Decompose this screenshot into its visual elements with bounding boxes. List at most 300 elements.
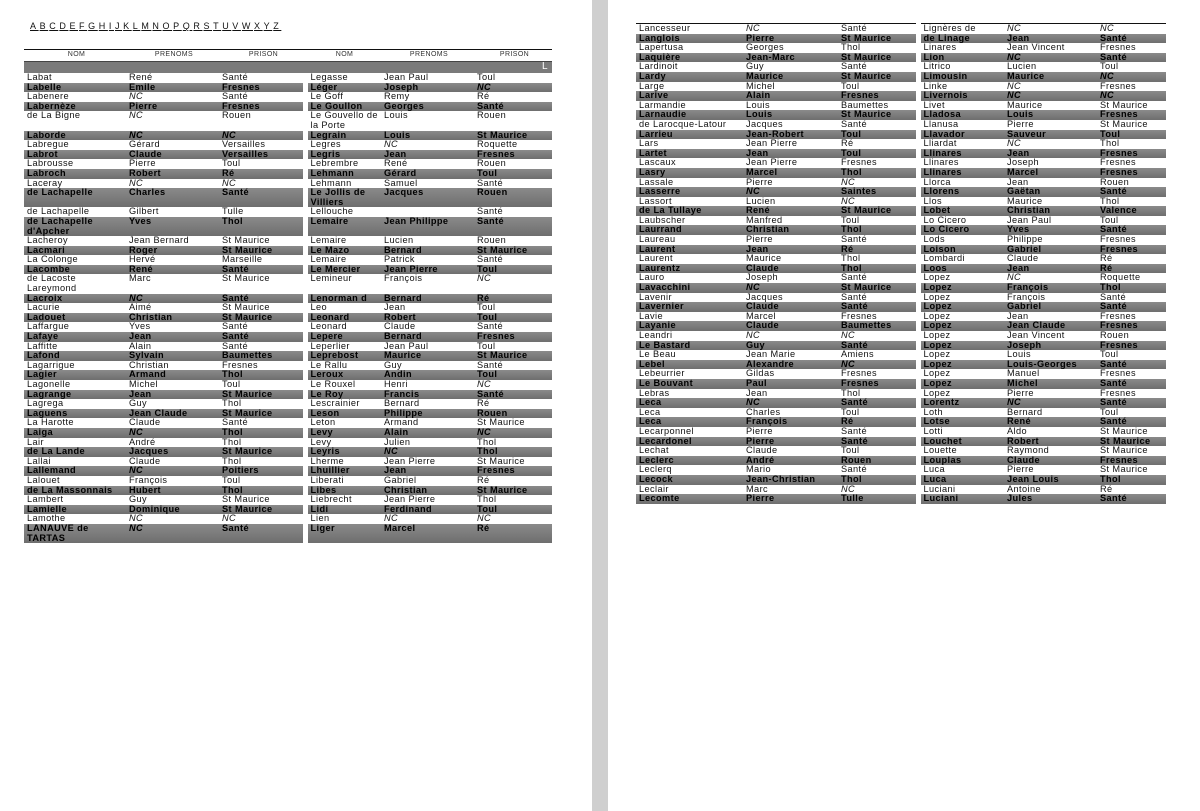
cell-prison: Fresnes	[219, 102, 305, 112]
cell-prenoms: François	[129, 475, 168, 485]
cell-prison-2: Thol	[474, 447, 552, 457]
cell-nom-2: Leonard	[305, 313, 381, 323]
cell-nom-2: Lopez	[918, 389, 1004, 399]
cell-nom-2: Livernois	[918, 91, 1004, 101]
cell-prenoms-2: NC	[384, 140, 399, 150]
cell-prison-2: Thol	[1097, 283, 1166, 293]
cell-prison: NC	[222, 178, 237, 188]
cell-prenoms: NC	[126, 131, 219, 141]
cell-prenoms-2: Lucien	[384, 236, 414, 246]
cell-nom-2: Le Roy	[305, 390, 381, 400]
column-header: NOM	[305, 50, 381, 62]
alphabet-link-e[interactable]: E	[69, 21, 79, 31]
cell-prenoms: Charles	[746, 407, 781, 417]
cell-prenoms: NC	[126, 428, 219, 438]
cell-nom-2: Le Goullon	[305, 102, 381, 112]
cell-prenoms: Jean Marie	[746, 350, 796, 360]
cell-prison: Santé	[841, 465, 868, 475]
cell-nom-2: Lladosa	[918, 110, 1004, 120]
cell-nom-2: Lopez	[918, 312, 1004, 322]
cell-nom: La Colonge	[27, 255, 78, 265]
table-row	[636, 130, 1166, 140]
cell-prison: Thol	[222, 399, 242, 409]
table-row	[636, 408, 1166, 418]
cell-nom: Lallai	[27, 456, 51, 466]
cell-prenoms-2: Jean Pierre	[381, 265, 474, 275]
table-row	[24, 409, 552, 419]
cell-nom: Lagarrigue	[27, 360, 75, 370]
cell-prison: NC	[838, 360, 918, 370]
cell-nom-2: Llinares	[918, 149, 1004, 159]
cell-nom: Lambert	[27, 495, 64, 505]
table-row	[636, 379, 1166, 389]
cell-prenoms-2: Claude	[1007, 254, 1039, 264]
cell-nom: de Lacoste Lareymond	[27, 274, 77, 294]
cell-nom-2: Le Mazo	[305, 246, 381, 256]
cell-prison: Santé	[841, 119, 868, 129]
cell-prison-2: Santé	[477, 178, 504, 188]
alphabet-link-k[interactable]: K	[123, 21, 132, 31]
cell-prenoms-2: Jean Philippe	[381, 217, 474, 236]
cell-nom: Lauro	[639, 273, 665, 283]
alphabet-link-g[interactable]: G	[88, 21, 98, 31]
cell-prison-2: St Maurice	[474, 131, 552, 141]
cell-prenoms-2: NC	[1007, 81, 1022, 91]
cell-nom-2: Livet	[918, 101, 1004, 111]
table-row	[24, 380, 552, 390]
table-row	[636, 24, 1166, 34]
cell-prison-2: St Maurice	[1097, 437, 1166, 447]
cell-nom-2: Lopez	[918, 273, 1004, 283]
cell-prison: Toul	[838, 149, 918, 159]
cell-prison: Fresnes	[841, 311, 877, 321]
cell-prenoms: Pierre	[743, 494, 838, 504]
cell-nom-2: Luca	[918, 465, 1004, 475]
cell-prison-2: St Maurice	[474, 351, 552, 361]
table-row	[636, 427, 1166, 437]
cell-prison-2: Thol	[477, 437, 497, 447]
alphabet-link-w[interactable]: W	[241, 21, 254, 31]
cell-nom-2: Leyris	[305, 447, 381, 457]
cell-prenoms: Jean-Christian	[743, 475, 838, 485]
cell-nom-2: Lignères de	[918, 24, 1004, 34]
cell-prenoms-2: NC	[1007, 273, 1022, 283]
cell-prenoms-2: Gabriel	[1004, 245, 1097, 255]
cell-prison: Fresnes	[841, 369, 877, 379]
alphabet-link-v[interactable]: V	[232, 21, 241, 31]
cell-prenoms: Charles	[126, 188, 219, 207]
cell-nom: de Larocque-Latour	[639, 119, 727, 129]
table-row	[636, 82, 1166, 92]
cell-prenoms: Alain	[129, 341, 152, 351]
cell-prenoms: Gildas	[746, 369, 775, 379]
cell-prenoms: Yves	[129, 322, 151, 332]
cell-prenoms-2: Armand	[384, 418, 419, 428]
cell-prenoms-2: NC	[381, 447, 474, 457]
table-row	[636, 321, 1166, 331]
cell-prenoms: Jean	[743, 245, 838, 255]
table-row	[24, 332, 552, 342]
cell-prenoms: Jacques	[746, 119, 784, 129]
cell-prenoms-2: Yves	[1004, 225, 1097, 235]
cell-prison-2: Santé	[1097, 53, 1166, 63]
cell-prenoms: NC	[129, 92, 144, 102]
cell-prison: Thol	[219, 486, 305, 496]
cell-prenoms: Jean Claude	[126, 409, 219, 419]
cell-nom: Laiga	[24, 428, 126, 438]
cell-nom: Lafond	[24, 351, 126, 361]
column-header: PRISON	[219, 50, 305, 62]
cell-prison-2: Fresnes	[1097, 456, 1166, 466]
cell-nom-2: Lopez	[918, 360, 1004, 370]
cell-nom-2: Lombardi	[918, 254, 1004, 264]
section-letter: L	[24, 62, 552, 74]
cell-prenoms: Claude	[126, 150, 219, 160]
table-row	[24, 102, 552, 112]
cell-prenoms-2: Bernard	[381, 332, 474, 342]
alphabet-link-u[interactable]: U	[222, 21, 232, 31]
cell-prenoms-2: Pierre	[1007, 465, 1034, 475]
cell-prison: Santé	[841, 292, 868, 302]
cell-nom: Laffargue	[27, 322, 70, 332]
cell-nom-2: Lemaire	[305, 217, 381, 236]
cell-prenoms: Emile	[126, 83, 219, 93]
alphabet-link-z[interactable]: Z	[273, 21, 282, 31]
cell-prenoms-2: René	[1004, 417, 1097, 427]
right-page	[608, 0, 1200, 811]
alphabet-link-m[interactable]: M	[141, 21, 152, 31]
cell-nom: Laquière	[636, 53, 743, 63]
cell-prenoms-2: Christian	[1004, 206, 1097, 216]
cell-nom: de La Lande	[24, 447, 126, 457]
cell-nom: Lamielle	[24, 505, 126, 515]
cell-prenoms: François	[743, 417, 838, 427]
cell-nom: Layanie	[636, 321, 743, 331]
cell-prenoms: Christian	[129, 360, 169, 370]
cell-prison-2: NC	[1097, 72, 1166, 82]
table-row	[636, 312, 1166, 322]
cell-prison-2: Valence	[1097, 206, 1166, 216]
cell-prison-2: Ré	[1097, 264, 1166, 274]
cell-nom: Larive	[636, 91, 743, 101]
cell-prison-2: Santé	[477, 360, 504, 370]
cell-prenoms-2: Bernard	[384, 399, 420, 409]
alphabet-link-p[interactable]: P	[173, 21, 182, 31]
cell-prison: Baumettes	[838, 321, 918, 331]
cell-prison: Santé	[219, 265, 305, 275]
table-row	[636, 245, 1166, 255]
cell-nom: de La Massonnais	[24, 486, 126, 496]
table-row	[636, 91, 1166, 101]
cell-nom-2: Legres	[305, 140, 381, 150]
cell-nom-2: Lemaire	[305, 236, 381, 246]
table-row	[636, 34, 1166, 44]
alphabet-link-o[interactable]: O	[162, 21, 173, 31]
cell-prison-2: Fresnes	[1097, 321, 1166, 331]
alphabet-link-a[interactable]: A	[30, 21, 39, 31]
cell-prenoms: Jean	[743, 149, 838, 159]
cell-prenoms: Joseph	[746, 273, 779, 283]
table-row	[636, 360, 1166, 370]
alphabet-link-r[interactable]: R	[193, 21, 203, 31]
cell-prison-2: Toul	[477, 303, 496, 313]
cell-prison: Fresnes	[838, 379, 918, 389]
cell-prenoms-2: Andin	[381, 370, 474, 380]
cell-nom-2: Léger	[305, 83, 381, 93]
cell-prison-2: St Maurice	[1100, 465, 1148, 475]
cell-prison-2: NC	[1097, 91, 1166, 101]
cell-prison: Toul	[841, 446, 860, 456]
cell-nom: Leca	[639, 407, 661, 417]
cell-prison: St Maurice	[222, 236, 270, 246]
cell-prison: Thol	[841, 254, 861, 264]
table-row	[24, 438, 552, 448]
table-row	[24, 207, 552, 217]
cell-prenoms: Manfred	[746, 215, 783, 225]
cell-prenoms-2: Robert	[1004, 437, 1097, 447]
table-row	[24, 140, 552, 150]
cell-prison: St Maurice	[838, 72, 918, 82]
cell-prenoms-2: Remy	[384, 92, 410, 102]
cell-prison-2: Toul	[1100, 215, 1119, 225]
cell-prison: St Maurice	[219, 409, 305, 419]
table-row	[636, 389, 1166, 399]
cell-prison: NC	[222, 514, 237, 524]
cell-prison: Santé	[219, 524, 305, 543]
cell-prison-2: Santé	[1097, 379, 1166, 389]
cell-prenoms-2: Jean Paul	[1007, 215, 1052, 225]
alphabet-link-t[interactable]: T	[213, 21, 222, 31]
cell-nom-2: Lotti	[918, 427, 1004, 437]
cell-nom-2: Liberati	[305, 476, 381, 486]
cell-prison: Thol	[841, 43, 861, 53]
cell-nom-2: Levy	[305, 438, 381, 448]
column-header: PRENOMS	[381, 50, 474, 62]
cell-prison: St Maurice	[222, 495, 270, 505]
cell-prenoms: Georges	[746, 43, 785, 53]
cell-prenoms-2: Michel	[1004, 379, 1097, 389]
cell-nom-2: Leo	[305, 303, 381, 313]
cell-prenoms: Alexandre	[743, 360, 838, 370]
cell-prenoms-2: NC	[1004, 91, 1097, 101]
cell-prenoms: Aimé	[129, 303, 152, 313]
table-row	[24, 495, 552, 505]
cell-nom: Lardy	[636, 72, 743, 82]
cell-prison-2: St Maurice	[477, 418, 525, 428]
cell-nom-2: Llos	[918, 197, 1004, 207]
cell-prenoms: Guy	[743, 341, 838, 351]
cell-prenoms: Pierre	[746, 235, 773, 245]
cell-prenoms: Pierre	[126, 102, 219, 112]
table-row	[636, 350, 1166, 360]
cell-prenoms-2: Alain	[381, 428, 474, 438]
cell-nom-2: Lepere	[305, 332, 381, 342]
alphabet-link-q[interactable]: Q	[182, 21, 193, 31]
cell-nom-2: Liger	[305, 524, 381, 543]
alphabet-link-y[interactable]: Y	[263, 21, 273, 31]
cell-prenoms-2: Louis	[1007, 350, 1031, 360]
cell-prenoms-2: Maurice	[1007, 100, 1043, 110]
table-row	[24, 447, 552, 457]
table-row	[636, 168, 1166, 178]
cell-nom: Le Beau	[639, 350, 677, 360]
cell-prison-2: Thol	[477, 495, 497, 505]
alphabet-link-l[interactable]: L	[132, 21, 141, 31]
table-row	[24, 418, 552, 428]
cell-prenoms: Pierre	[129, 159, 156, 169]
cell-nom: Labenere	[27, 92, 70, 102]
cell-nom: Lasry	[636, 168, 743, 178]
alphabet-link-j[interactable]: J	[114, 21, 123, 31]
table-row	[636, 149, 1166, 159]
cell-nom: Lassale	[639, 177, 674, 187]
cell-nom: Labrousse	[27, 159, 74, 169]
table-row	[24, 217, 552, 236]
cell-prenoms-2: Christian	[381, 486, 474, 496]
cell-nom-2: Linke	[918, 82, 1004, 92]
cell-prenoms: Lucien	[746, 196, 776, 206]
cell-nom-2: Lenorman d	[305, 294, 381, 304]
cell-nom-2: Lorentz	[918, 398, 1004, 408]
cell-nom: Labregue	[27, 140, 70, 150]
table-row	[636, 456, 1166, 466]
cell-prenoms: André	[743, 456, 838, 466]
cell-prenoms-2: Maurice	[381, 351, 474, 361]
cell-prenoms: Jean-Robert	[743, 130, 838, 140]
cell-nom: Lalouet	[27, 475, 60, 485]
cell-prison: Santé	[219, 294, 305, 304]
cell-prenoms-2: Jean	[1007, 311, 1029, 321]
cell-prison: Santé	[838, 398, 918, 408]
alphabet-link-d[interactable]: D	[59, 21, 69, 31]
table-body-left	[24, 62, 552, 544]
cell-prenoms-2: Jean Paul	[384, 341, 429, 351]
cell-nom: Lallemand	[24, 466, 126, 476]
cell-nom-2: Loison	[918, 245, 1004, 255]
table-row	[636, 485, 1166, 495]
cell-nom-2: Le Mercier	[305, 265, 381, 275]
cell-prison-2: Fresnes	[1100, 311, 1136, 321]
cell-prison: Thol	[838, 264, 918, 274]
cell-nom-2: Lescrainier	[305, 399, 381, 409]
cell-prenoms: Christian	[126, 313, 219, 323]
alphabet-link-c[interactable]: C	[49, 21, 59, 31]
cell-nom-2: Llinares	[918, 168, 1004, 178]
alphabet-link-s[interactable]: S	[203, 21, 213, 31]
cell-prenoms: Jean Pierre	[746, 158, 798, 168]
cell-prison: Saintes	[838, 187, 918, 197]
cell-nom-2: Legrain	[305, 131, 381, 141]
alphabet-link-i[interactable]: I	[108, 21, 114, 31]
cell-nom: Laubscher	[639, 215, 686, 225]
cell-prison-2: Rouen	[474, 188, 552, 207]
cell-nom-2: Lo Cicero	[918, 216, 1004, 226]
cell-prison-2: Toul	[474, 169, 552, 179]
cell-prison: NC	[841, 331, 856, 340]
table-row	[636, 302, 1166, 312]
cell-prison-2: NC	[477, 514, 492, 524]
cell-nom-2: Lo Cicero	[918, 225, 1004, 235]
table-body-right	[636, 24, 1166, 504]
cell-nom-2: Lotse	[918, 417, 1004, 427]
cell-prenoms-2: Patrick	[384, 255, 415, 265]
cell-prenoms: Robert	[126, 169, 219, 179]
cell-prison: Tulle	[838, 494, 918, 504]
cell-prison-2: Santé	[474, 217, 552, 236]
table-row	[24, 131, 552, 141]
cell-prison: St Maurice	[222, 303, 270, 313]
cell-nom: Labat	[27, 73, 52, 82]
cell-prenoms-2: Julien	[384, 437, 411, 447]
table-row	[24, 92, 552, 102]
cell-prenoms: Pierre	[743, 437, 838, 447]
table-row	[24, 351, 552, 361]
table-row	[636, 235, 1166, 245]
cell-nom: Laguens	[24, 409, 126, 419]
cell-prenoms-2: NC	[384, 514, 399, 524]
cell-prenoms: Dominique	[126, 505, 219, 515]
cell-prison-2: St Maurice	[1100, 100, 1148, 110]
cell-prison: Santé	[841, 273, 868, 283]
cell-nom-2: Llorca	[918, 178, 1004, 188]
alphabet-link-b[interactable]: B	[39, 21, 49, 31]
cell-nom-2: Llorens	[918, 187, 1004, 197]
cell-prenoms: Claude	[743, 264, 838, 274]
cell-prenoms: Jean	[126, 332, 219, 342]
cell-prenoms-2: Louis	[384, 111, 408, 121]
cell-prison: St Maurice	[838, 206, 918, 216]
alphabet-link-h[interactable]: H	[98, 21, 108, 31]
cell-prison: Santé	[838, 302, 918, 312]
cell-prenoms-2: Sauveur	[1004, 130, 1097, 140]
table-row	[24, 265, 552, 275]
alphabet-link-n[interactable]: N	[152, 21, 162, 31]
cell-nom: Lars	[639, 139, 659, 149]
cell-prenoms-2: Ferdinand	[381, 505, 474, 515]
cell-prenoms: Jean	[746, 388, 768, 398]
cell-prison-2: Santé	[474, 390, 552, 400]
cell-prison-2: Ré	[477, 475, 490, 485]
cell-nom: Labroch	[24, 169, 126, 179]
cell-prenoms-2: Jean Vincent	[1007, 43, 1065, 53]
cell-prenoms: Roger	[126, 246, 219, 256]
cell-prenoms: Gérard	[129, 140, 160, 150]
table-row	[24, 159, 552, 169]
cell-prenoms-2: Bernard	[381, 246, 474, 256]
cell-prenoms: Marcel	[746, 311, 776, 321]
cell-prison-2: Santé	[477, 207, 504, 217]
alphabet-link-x[interactable]: X	[254, 21, 263, 31]
cell-nom-2: Lopez	[918, 341, 1004, 351]
cell-prison: Poitiers	[219, 466, 305, 476]
cell-nom: Leandri	[639, 331, 673, 340]
cell-nom: Lair	[27, 437, 44, 447]
table-row	[636, 437, 1166, 447]
cell-prenoms-2: Robert	[381, 313, 474, 323]
cell-prenoms: Claude	[743, 302, 838, 312]
cell-prison: Santé	[841, 23, 868, 33]
cell-prison-2: Toul	[474, 265, 552, 275]
alphabet-link-f[interactable]: F	[79, 21, 88, 31]
cell-nom-2: Leprebost	[305, 351, 381, 361]
cell-prenoms-2: Marcel	[381, 524, 474, 543]
cell-prenoms: Louis	[746, 100, 770, 110]
cell-prison-2: Fresnes	[474, 150, 552, 160]
cell-prenoms: NC	[129, 514, 144, 524]
table-header-row	[24, 50, 552, 62]
cell-prison: Thol	[838, 225, 918, 235]
table-row	[636, 465, 1166, 475]
